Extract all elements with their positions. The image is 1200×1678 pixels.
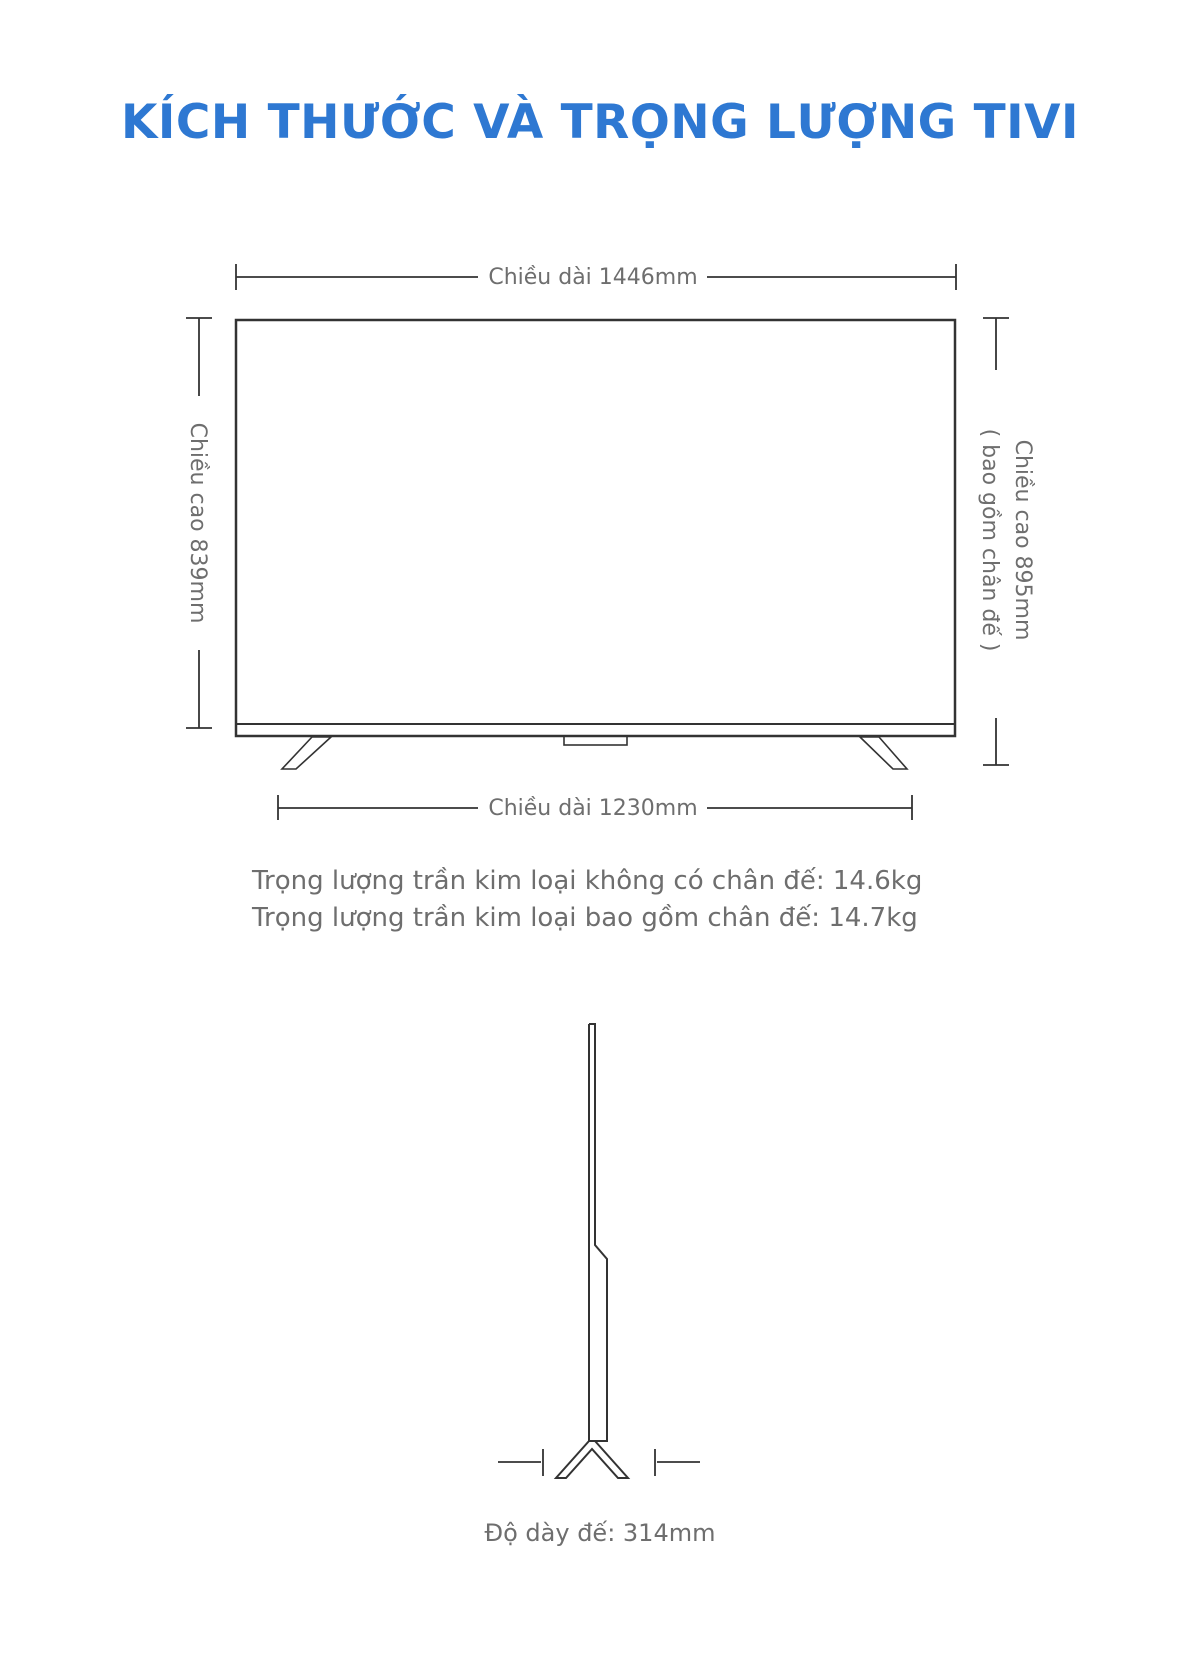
tv-center-module <box>564 736 627 745</box>
height-right-label: Chiều cao 895mm <box>1010 439 1035 641</box>
page-title: KÍCH THƯỚC VÀ TRỌNG LƯỢNG TIVI <box>120 95 1080 150</box>
tv-side-profile <box>589 1024 607 1441</box>
tv-screen-frame <box>236 320 955 736</box>
left-foot <box>282 737 331 769</box>
weight-without-stand: Trọng lượng trần kim loại không có chân đế: 14.6kg <box>252 866 923 896</box>
stand-depth-label: Độ dày đế: 314mm <box>484 1519 716 1547</box>
tv-side-stand <box>556 1441 628 1478</box>
height-left-label: Chiều cao 839mm <box>185 422 210 624</box>
height-right-note: ( bao gồm chân đế ) <box>977 428 1002 652</box>
length-bottom-label: Chiều dài 1230mm <box>488 796 698 821</box>
right-foot <box>860 737 907 769</box>
length-top-label: Chiều dài 1446mm <box>488 265 698 290</box>
weight-with-stand: Trọng lượng trần kim loại bao gồm chân đế: 14.7kg <box>252 903 918 933</box>
